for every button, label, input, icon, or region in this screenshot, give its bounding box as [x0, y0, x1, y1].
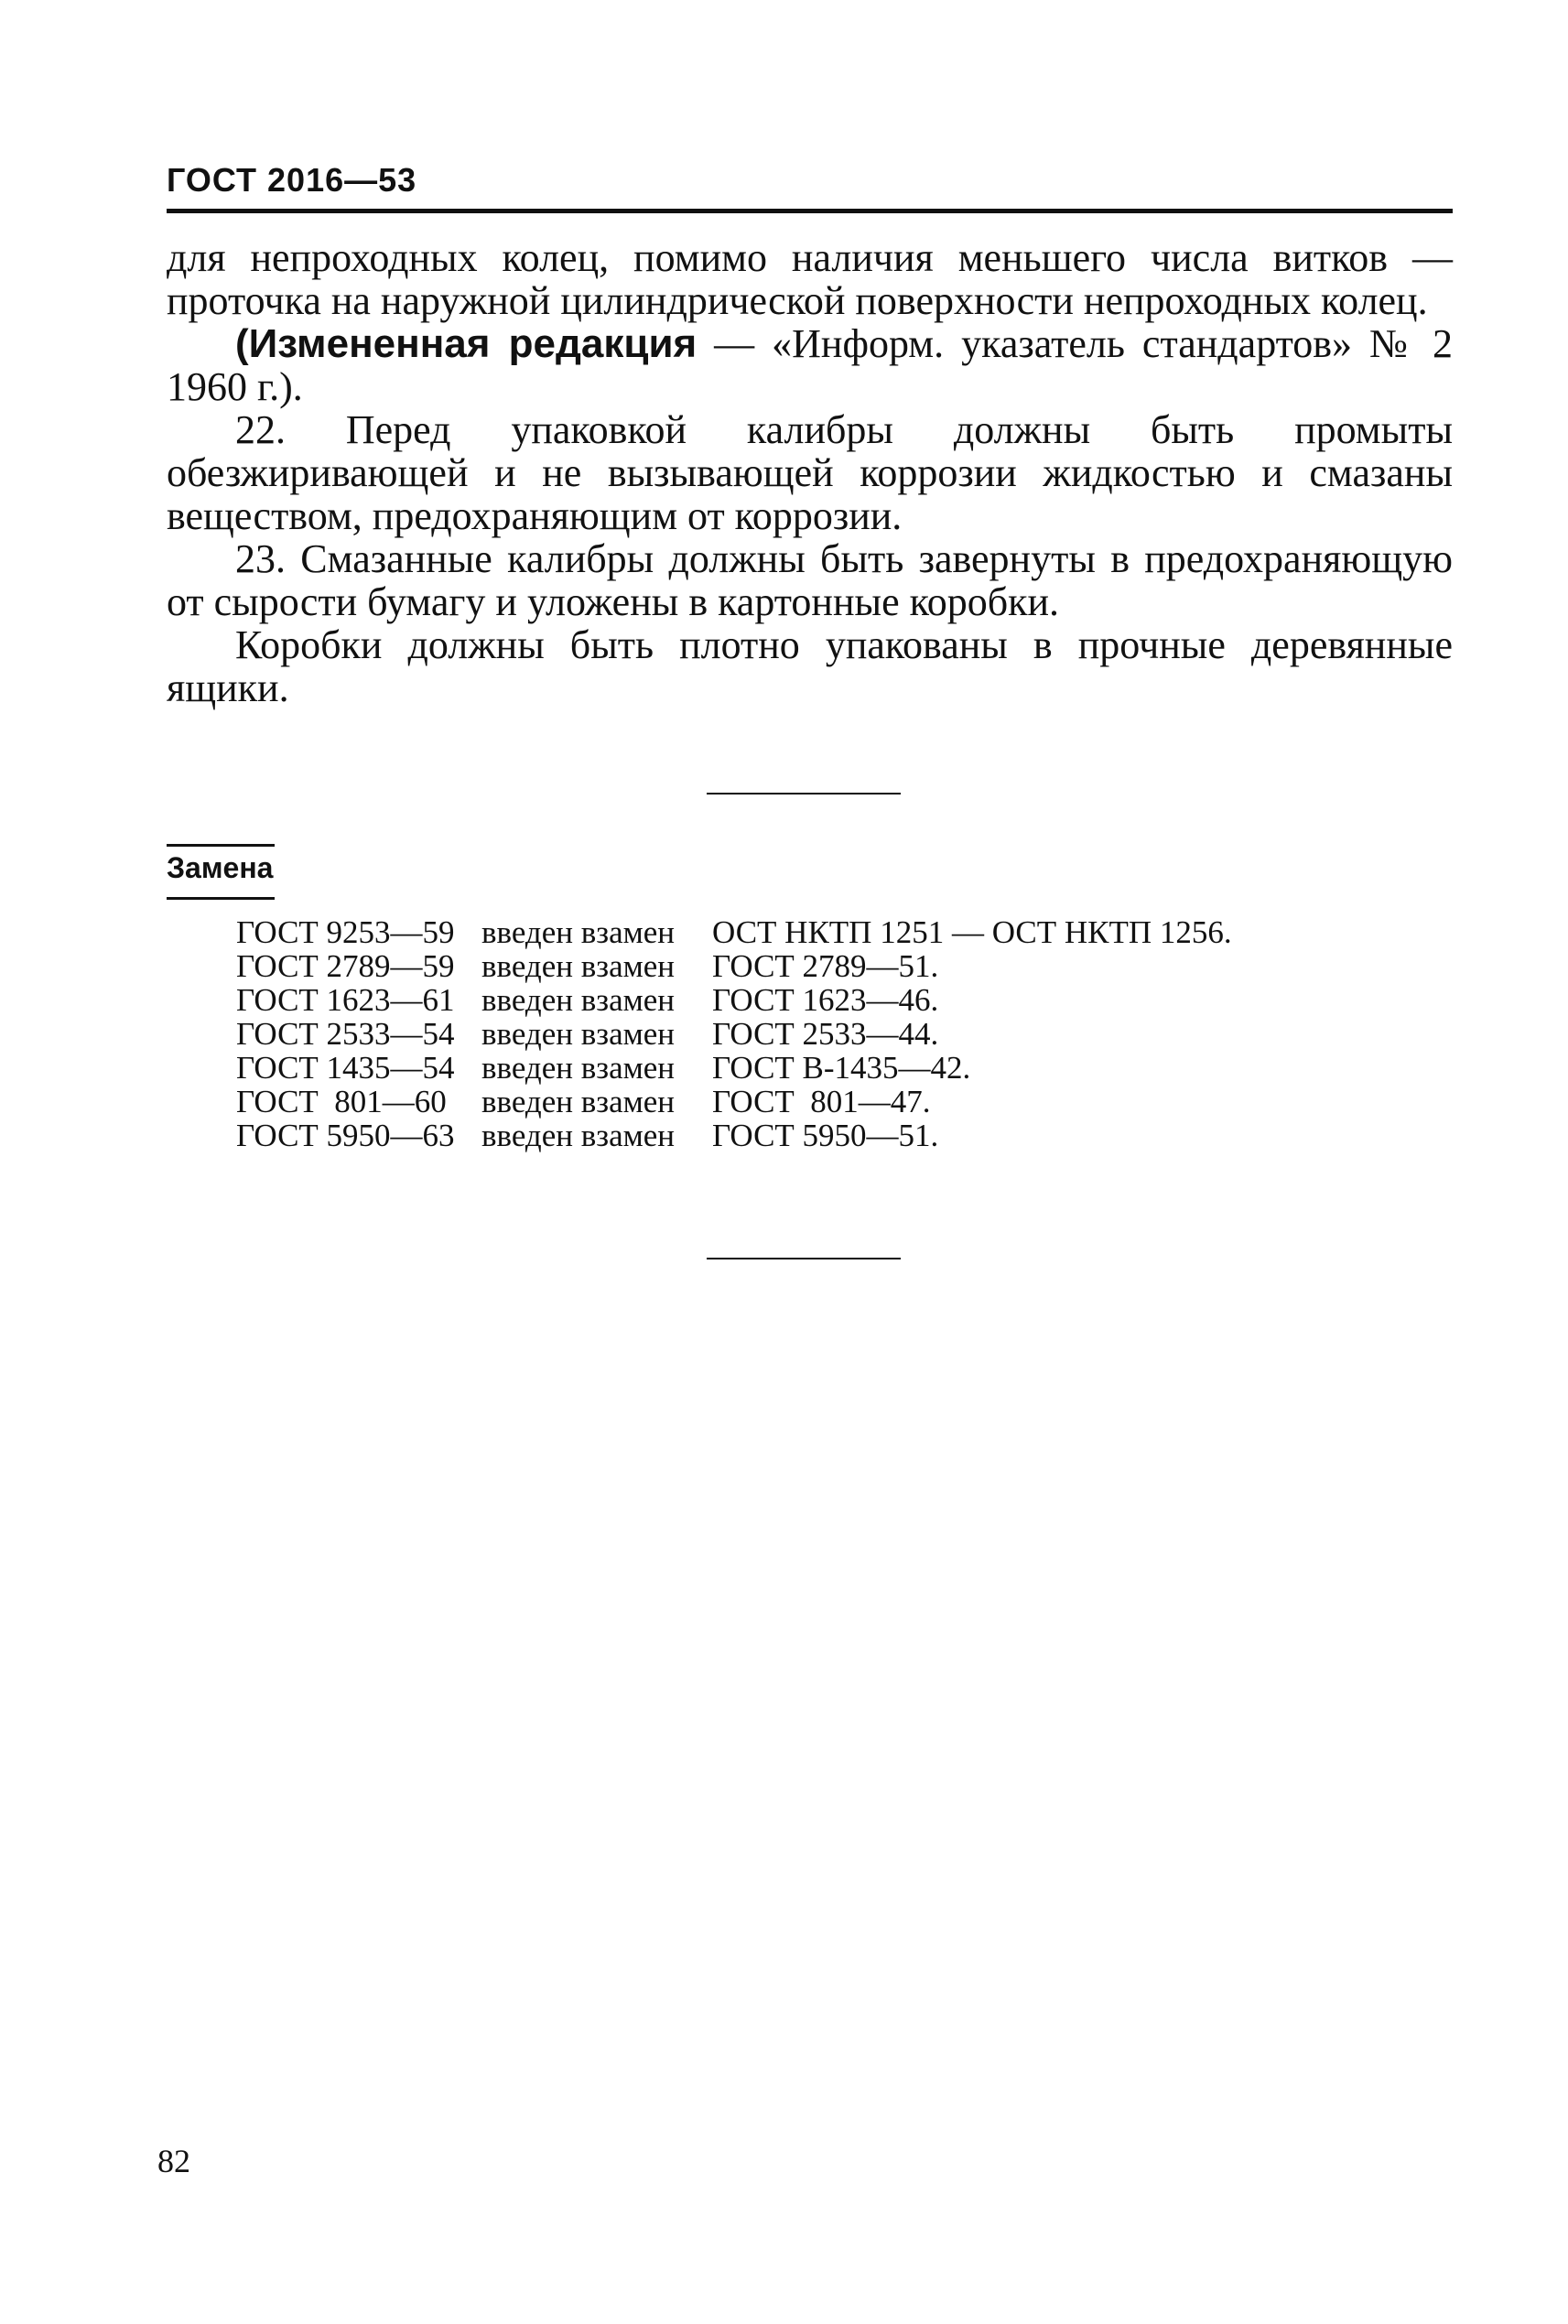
replaced-standard: ГОСТ 1623—46.: [712, 982, 939, 1018]
replacement-row: [236, 1119, 1232, 1152]
replaced-standard: ГОСТ 5950—51.: [712, 1118, 939, 1153]
paragraph-rings: для непроходных колец, помимо наличия меньшего числа витков — проточка на наружной цилиндрической поверхности непроходных колец.: [167, 235, 1453, 323]
replaced-standard: ОСТ НКТП 1251 — ОСТ НКТП 1256.: [712, 914, 1232, 950]
new-standard: ГОСТ 1623—61: [236, 982, 455, 1018]
replacement-row: [236, 1017, 1232, 1051]
replacement-list: [236, 915, 1232, 1152]
replacement-row: [236, 915, 1232, 949]
replaced-standard: ГОСТ 2533—44.: [712, 1016, 939, 1052]
replacement-verb: введен взамен: [481, 1050, 676, 1086]
replacement-row: [236, 983, 1232, 1017]
document-header: ГОСТ 2016—53: [167, 161, 417, 199]
paragraph-23: 23. Смазанные калибры должны быть завернуты в предохраняющую от сырости бумагу и уложены в картонные коробки.: [167, 536, 1453, 624]
replacement-verb: введен взамен: [481, 948, 676, 984]
header-rule: [167, 209, 1453, 213]
body-text: [167, 236, 1453, 709]
replacement-row: [236, 949, 1232, 983]
replacement-row: [236, 1051, 1232, 1085]
zamena-bottom-rule: [167, 897, 275, 900]
new-standard: ГОСТ 9253—59: [236, 914, 455, 950]
paragraph-revision: [167, 322, 1453, 408]
replacement-verb: введен взамен: [481, 982, 676, 1018]
replacement-row: [236, 1085, 1232, 1119]
revision-source: — «Информ. указатель стандартов» № 2 1960 г.).: [167, 321, 1453, 409]
replacement-verb: введен взамен: [481, 1016, 676, 1052]
new-standard: ГОСТ 1435—54: [236, 1050, 455, 1086]
section-separator: [707, 793, 901, 794]
new-standard: ГОСТ 2789—59: [236, 948, 455, 984]
replaced-standard: ГОСТ В-1435—42.: [712, 1050, 971, 1086]
page-number: 82: [157, 2143, 190, 2179]
new-standard: ГОСТ 801—60: [236, 1084, 447, 1119]
paragraph-22: 22. Перед упаковкой калибры должны быть промыты обезжиривающей и не вызывающей коррозии жидкостью и смазаны веществом, предохраняющим от коррозии.: [167, 407, 1453, 538]
replacement-verb: введен взамен: [481, 1118, 676, 1153]
zamena-title: Замена: [167, 851, 274, 884]
new-standard: ГОСТ 2533—54: [236, 1016, 455, 1052]
replacement-verb: введен взамен: [481, 914, 676, 950]
end-separator: [707, 1258, 901, 1259]
replaced-standard: ГОСТ 2789—51.: [712, 948, 939, 984]
replaced-standard: ГОСТ 801—47.: [712, 1084, 931, 1119]
replacement-verb: введен взамен: [481, 1084, 676, 1119]
paragraph-boxes: Коробки должны быть плотно упакованы в прочные деревянные ящики.: [167, 622, 1453, 710]
revision-label: (Измененная редакция: [235, 321, 697, 366]
zamena-top-rule: [167, 844, 275, 847]
new-standard: ГОСТ 5950—63: [236, 1118, 455, 1153]
